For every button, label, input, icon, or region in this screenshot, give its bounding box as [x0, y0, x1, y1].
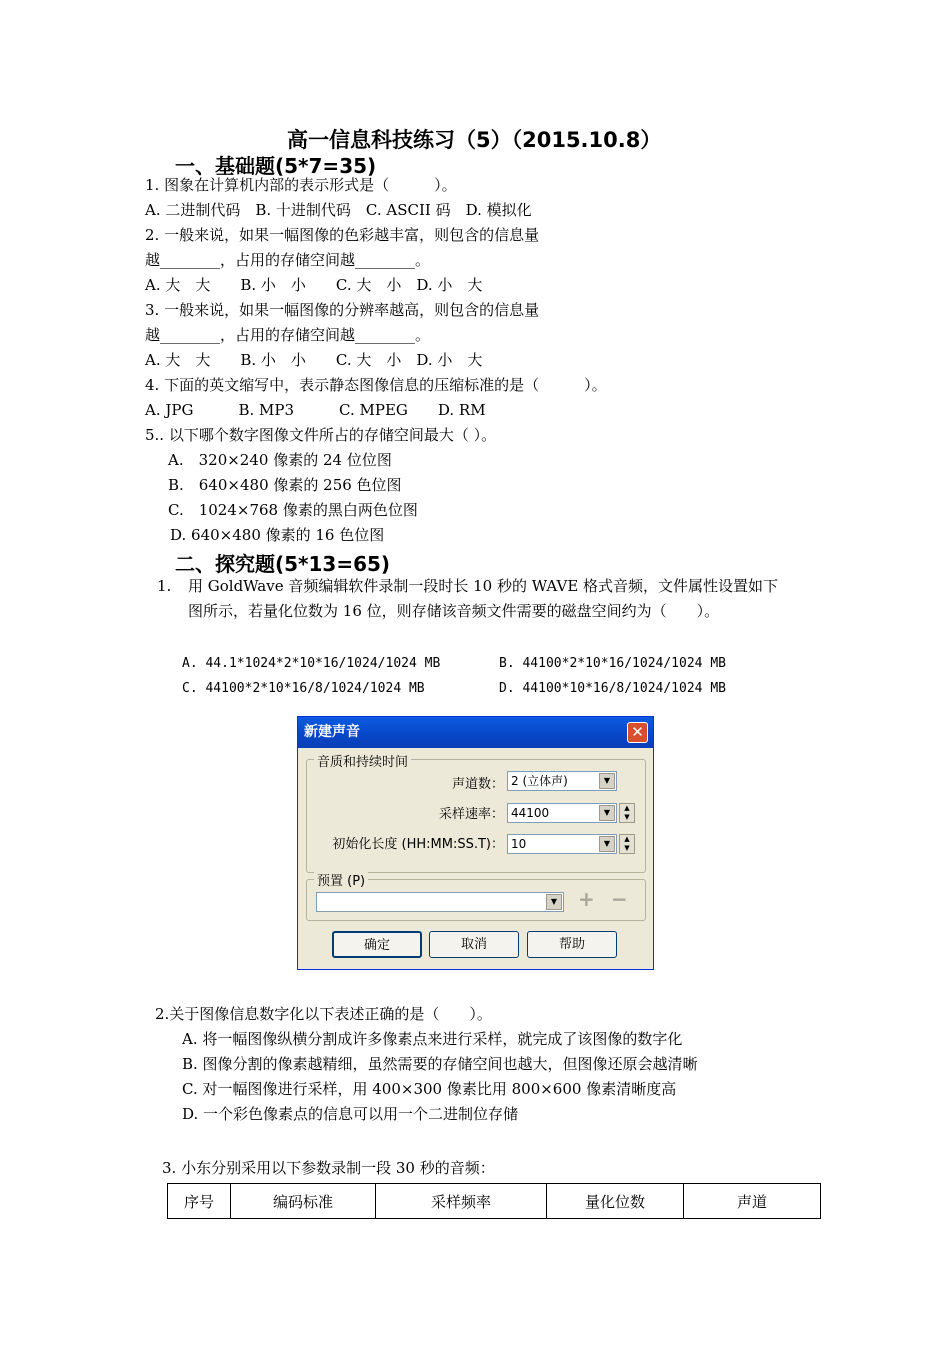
question-4-options: A. JPG B. MP3 C. MPEG D. RM — [145, 401, 486, 419]
question-5-option-b: B. 640×480 像素的 256 色位图 — [168, 476, 402, 494]
initial-length-spinner[interactable]: ▲ ▼ — [619, 834, 635, 854]
initial-length-label: 初始化长度 (HH:MM:SS.T)： — [332, 837, 504, 852]
sample-rate-label: 采样速率： — [438, 807, 504, 822]
close-icon[interactable]: ✕ — [627, 722, 648, 743]
quality-duration-label: 音质和持续时间 — [314, 751, 411, 770]
inquiry-1-number: 1. — [157, 577, 172, 595]
preset-label: 预置 (P) — [314, 870, 368, 889]
inquiry-2-option-d: D. 一个彩色像素点的信息可以用一个二进制位存储 — [182, 1105, 519, 1123]
section-heading-basic: 一、基础题(5*7=35) — [175, 154, 377, 178]
cancel-button[interactable]: 取消 — [429, 931, 519, 958]
inquiry-2-option-a: A. 将一幅图像纵横分割成许多像素点来进行采样，就完成了该图像的数字化 — [182, 1030, 683, 1048]
inquiry-1-option-a: A. 44.1*1024*2*10*16/1024/1024 MB — [182, 656, 441, 671]
section-heading-inquiry: 二、探究题(5*13=65) — [175, 552, 391, 576]
question-2-line1: 2. 一般来说，如果一幅图像的色彩越丰富，则包含的信息量 — [145, 226, 540, 244]
inquiry-2: 2.关于图像信息数字化以下表述正确的是（ ）。 — [155, 1005, 492, 1023]
table-header-cell: 量化位数 — [547, 1184, 684, 1219]
sample-rate-value: 44100 — [511, 806, 550, 820]
help-button[interactable]: 帮助 — [527, 931, 617, 958]
table-header-cell: 采样频率 — [376, 1184, 547, 1219]
question-5-option-a: A. 320×240 像素的 24 位位图 — [168, 451, 392, 469]
plus-icon[interactable]: + — [578, 887, 595, 911]
inquiry-1-option-b: B. 44100*2*10*16/1024/1024 MB — [499, 656, 726, 671]
chevron-down-icon[interactable]: ▼ — [599, 773, 615, 789]
channels-select[interactable] — [507, 771, 617, 791]
minus-icon[interactable]: − — [611, 887, 628, 911]
sample-rate-spinner[interactable]: ▲ ▼ — [619, 803, 635, 823]
question-5-option-c: C. 1024×768 像素的黑白两色位图 — [168, 501, 418, 519]
table-header-row — [168, 1184, 821, 1219]
chevron-down-icon[interactable]: ▼ — [599, 836, 615, 852]
table-header-cell: 声道 — [684, 1184, 821, 1219]
initial-length-value: 10 — [511, 837, 527, 851]
question-5-option-d: D. 640×480 像素的 16 色位图 — [170, 526, 385, 544]
dialog-title: 新建声音 — [298, 717, 653, 748]
channels-value: 2 (立体声) — [511, 774, 568, 788]
sample-rate-select[interactable] — [507, 803, 617, 823]
channels-label: 声道数： — [451, 777, 504, 792]
chevron-down-icon[interactable]: ▼ — [546, 894, 562, 910]
inquiry-2-option-c: C. 对一幅图像进行采样，用 400×300 像素比用 800×600 像素清晰度高 — [182, 1080, 677, 1098]
inquiry-3: 3. 小东分别采用以下参数录制一段 30 秒的音频： — [162, 1159, 495, 1177]
question-2-options: A. 大 大 B. 小 小 C. 大 小 D. 小 大 — [145, 276, 483, 294]
question-3-line1: 3. 一般来说，如果一幅图像的分辨率越高，则包含的信息量 — [145, 301, 540, 319]
new-sound-dialog — [297, 716, 654, 970]
page-title: 高一信息科技练习（5）（2015.10.8） — [287, 128, 662, 152]
table-header-cell: 序号 — [168, 1184, 231, 1219]
recording-params-table — [167, 1183, 821, 1219]
question-5: 5.. 以下哪个数字图像文件所占的存储空间最大（ ）。 — [145, 426, 497, 444]
preset-select[interactable] — [316, 892, 564, 912]
table-header-cell: 编码标准 — [231, 1184, 376, 1219]
inquiry-1-line1: 用 GoldWave 音频编辑软件录制一段时长 10 秒的 WAVE 格式音频，文件属性设置如下 — [188, 577, 779, 595]
inquiry-1-line2: 图所示，若量化位数为 16 位，则存储该音频文件需要的磁盘空间约为（ ）。 — [188, 602, 720, 620]
question-4: 4. 下面的英文缩写中，表示静态图像信息的压缩标准的是（ ）。 — [145, 376, 607, 394]
inquiry-1-option-d: D. 44100*10*16/8/1024/1024 MB — [499, 681, 726, 696]
question-1: 1. 图象在计算机内部的表示形式是（ ）。 — [145, 176, 457, 194]
ok-button[interactable]: 确定 — [332, 931, 422, 958]
chevron-down-icon[interactable]: ▼ — [599, 805, 615, 821]
question-2-line2: 越________，占用的存储空间越________。 — [145, 251, 431, 269]
initial-length-select[interactable] — [507, 834, 617, 854]
inquiry-2-option-b: B. 图像分割的像素越精细，虽然需要的存储空间也越大，但图像还原会越清晰 — [182, 1055, 698, 1073]
inquiry-1-option-c: C. 44100*2*10*16/8/1024/1024 MB — [182, 681, 425, 696]
question-3-line2: 越________，占用的存储空间越________。 — [145, 326, 431, 344]
question-3-options: A. 大 大 B. 小 小 C. 大 小 D. 小 大 — [145, 351, 483, 369]
question-1-options: A. 二进制代码 B. 十进制代码 C. ASCII 码 D. 模拟化 — [145, 201, 532, 219]
